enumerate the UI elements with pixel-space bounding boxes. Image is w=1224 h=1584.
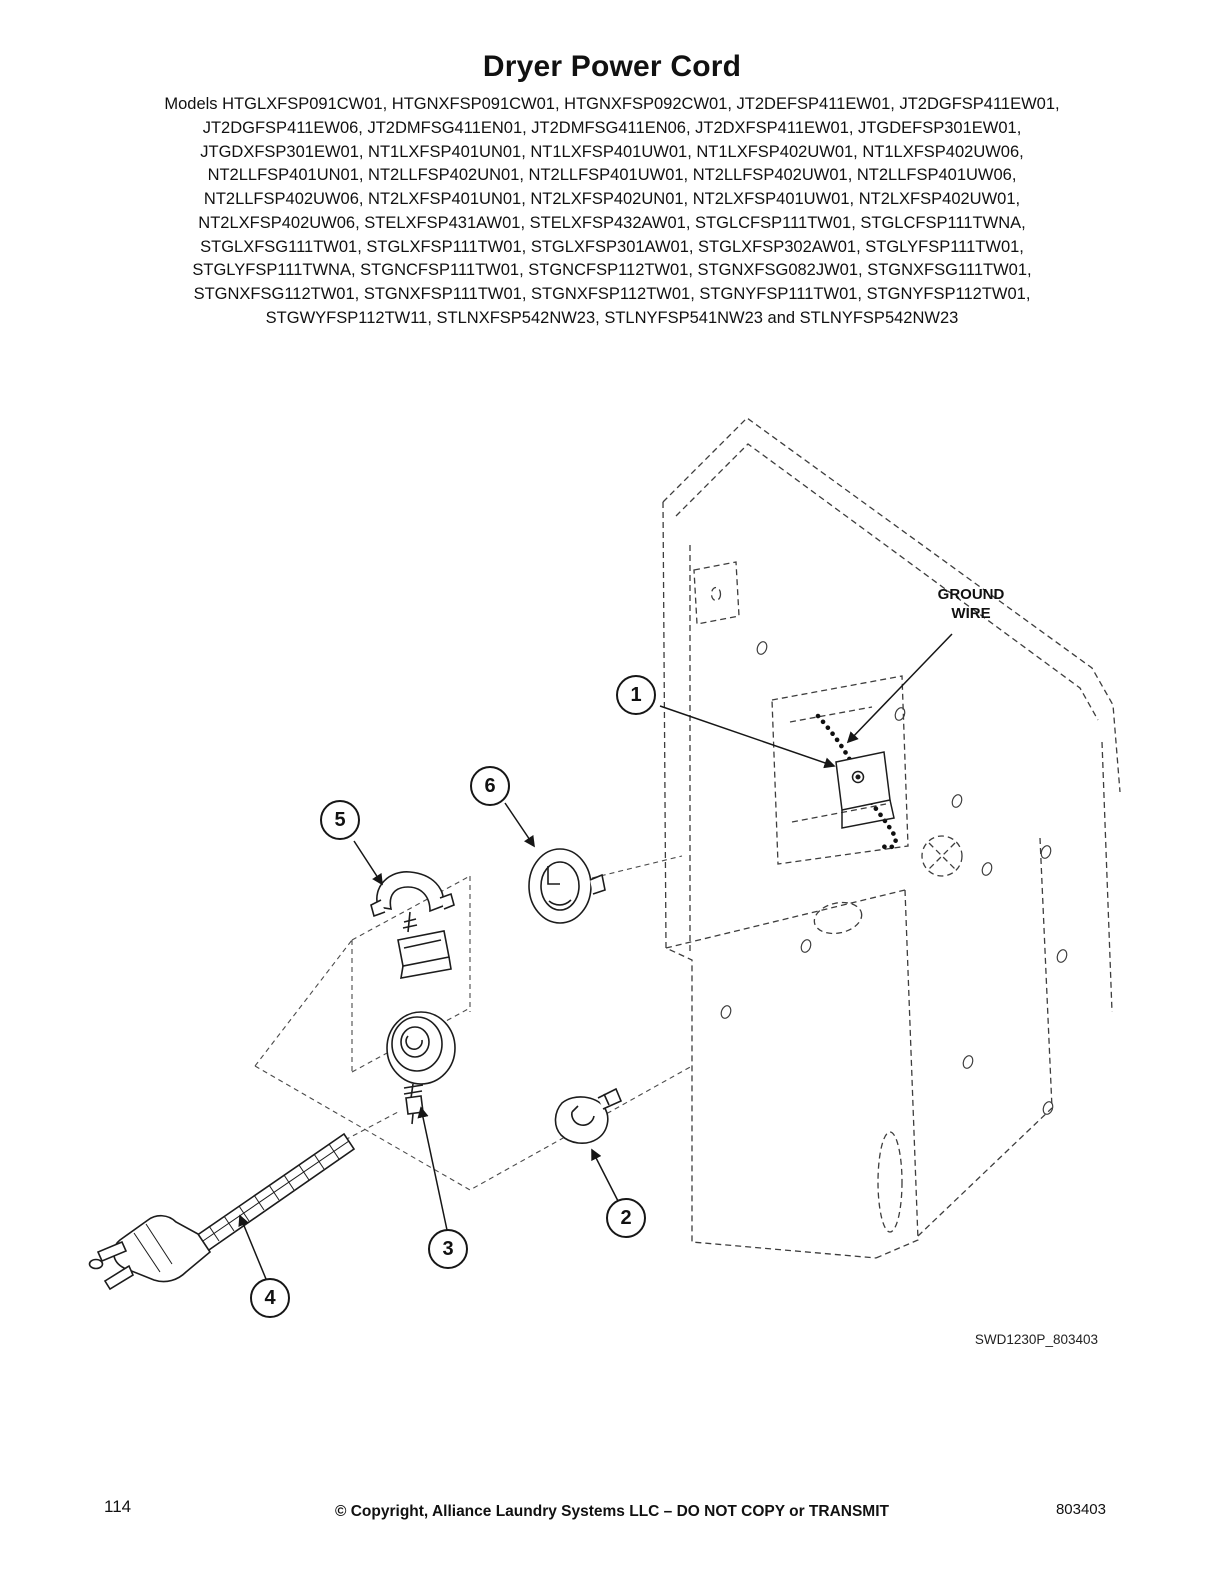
ground-wire-label-line: WIRE — [951, 604, 991, 622]
cabinet-outline — [663, 418, 1120, 1258]
page-number: 114 — [104, 1497, 132, 1516]
model-list-line: STGLXFSG111TW01, STGLXFSP111TW01, STGLXFSP301AW01, STGLXFSP302AW01, STGLYFSP111TW01, — [200, 237, 1024, 256]
model-list — [0, 93, 1224, 331]
part-4-power-cord — [90, 1134, 355, 1289]
terminal-bracket — [836, 752, 894, 828]
callout-5: 5 — [320, 800, 360, 840]
model-list-line: STGNXFSG112TW01, STGNXFSP111TW01, STGNXFSP112TW01, STGNYFSP111TW01, STGNYFSP112TW01, — [193, 285, 1031, 303]
callout-4: 4 — [250, 1278, 290, 1318]
callout-3: 3 — [428, 1229, 468, 1269]
model-list-line: NT2LXFSP402UW06, STELXFSP431AW01, STELXFSP432AW01, STGLCFSP111TW01, STGLCFSP111TWNA, — [198, 213, 1026, 232]
callout-6: 6 — [470, 766, 510, 806]
model-list-line: STGLYFSP111TWNA, STGNCFSP111TW01, STGNCFSP112TW01, STGNXFSG082JW01, STGNXFSG111TW01, — [192, 261, 1032, 280]
model-list-line: NT2LLFSP402UW06, NT2LXFSP401UN01, NT2LXFSP402UN01, NT2LXFSP401UW01, NT2LXFSP402UW01, — [203, 190, 1021, 208]
model-list-line: JT2DGFSP411EW06, JT2DMFSG411EN01, JT2DMFSG411EN06, JT2DXFSP411EW01, JTGDEFSP301EW01, — [202, 118, 1022, 137]
ground-wire-label — [930, 586, 1012, 624]
callout-leaders — [240, 634, 952, 1279]
ground-wire-label-line: GROUND — [937, 586, 1005, 603]
page-title: Dryer Power Cord — [482, 50, 742, 83]
doc-number: 803403 — [1055, 1501, 1106, 1518]
model-list-line: STGWYFSP112TW11, STLNXFSP542NW23, STLNYFSP541NW23 and STLNYFSP542NW23 — [265, 308, 959, 327]
part-2-cord-clip — [555, 1089, 621, 1143]
figure-code: SWD1230P_803403 — [974, 1332, 1098, 1347]
model-list-line: Models HTGLXFSP091CW01, HTGNXFSP091CW01, HTGNXFSP092CW01, JT2DEFSP411EW01, JT2DGFSP411EW01, — [164, 95, 1060, 113]
cabinet-screw-holes — [720, 640, 1069, 1115]
callout-2: 2 — [606, 1198, 646, 1238]
exploded-diagram — [0, 390, 1224, 1370]
part-3-bushing — [387, 1012, 455, 1124]
part-5-strain-relief — [371, 872, 454, 978]
assembly-guides — [255, 856, 692, 1190]
copyright-notice: © Copyright, Alliance Laundry Systems LLC – DO NOT COPY or TRANSMIT — [335, 1503, 889, 1520]
callout-1: 1 — [616, 675, 656, 715]
model-list-line: NT2LLFSP401UN01, NT2LLFSP402UN01, NT2LLFSP401UW01, NT2LLFSP402UW01, NT2LLFSP401UW06, — [207, 166, 1017, 185]
model-list-line: JTGDXFSP301EW01, NT1LXFSP401UN01, NT1LXFSP401UW01, NT1LXFSP402UW01, NT1LXFSP402UW06, — [200, 142, 1024, 161]
part-6-retainer-ring — [529, 849, 605, 923]
